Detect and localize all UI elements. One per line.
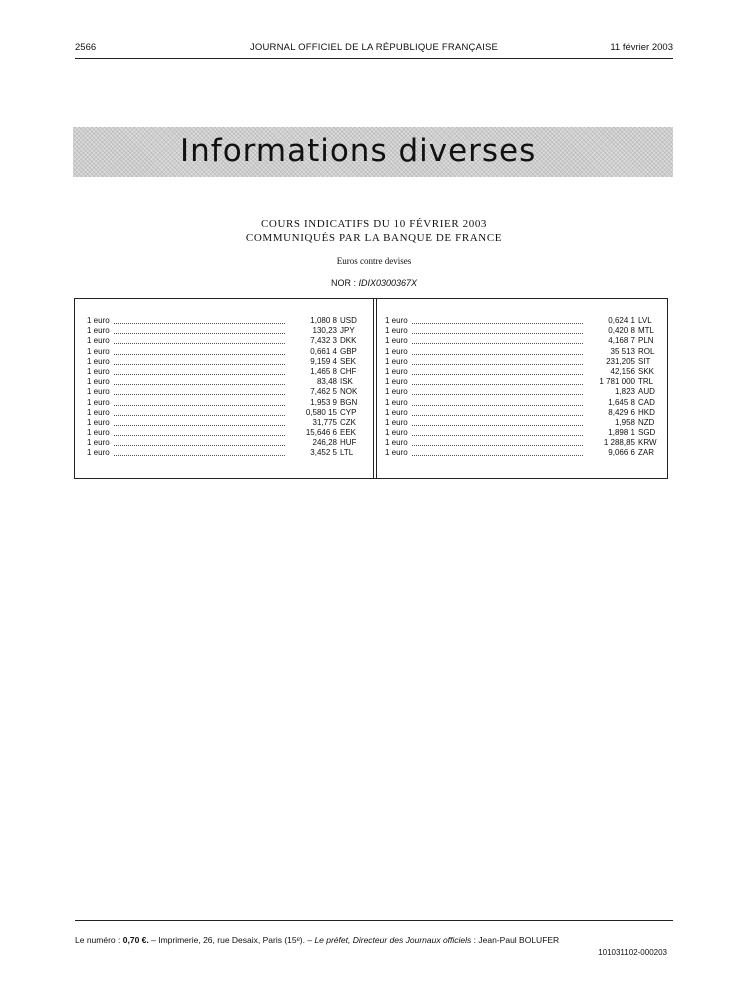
currency-code: MTL bbox=[638, 326, 654, 336]
rate-row bbox=[385, 398, 655, 408]
rate-row bbox=[87, 347, 357, 357]
footer-rule bbox=[75, 920, 673, 921]
rate-value: 1,898 1 bbox=[608, 428, 635, 438]
rate-label: 1 euro bbox=[385, 407, 408, 417]
dot-leader bbox=[412, 374, 583, 375]
currency-code: SKK bbox=[638, 366, 655, 376]
nor-label: NOR : bbox=[330, 278, 356, 288]
currency-code: NZD bbox=[638, 417, 655, 427]
currency-code: PLN bbox=[638, 336, 654, 346]
rate-value: 0,420 8 bbox=[608, 326, 635, 336]
rate-row bbox=[385, 336, 655, 346]
currency-code: JPY bbox=[340, 326, 355, 336]
currency-code: BGN bbox=[340, 397, 358, 407]
footer-price: 0,70 €. bbox=[122, 935, 149, 945]
rate-label: 1 euro bbox=[385, 428, 408, 438]
rate-row bbox=[385, 377, 655, 387]
dot-leader bbox=[114, 364, 285, 365]
dot-leader bbox=[114, 343, 285, 344]
rate-value: 83,48 bbox=[316, 377, 337, 387]
rate-row bbox=[385, 448, 655, 458]
rate-row bbox=[385, 438, 655, 448]
rate-label: 1 euro bbox=[87, 407, 110, 417]
rate-row bbox=[385, 326, 655, 336]
rate-label: 1 euro bbox=[385, 438, 408, 448]
rate-row bbox=[87, 418, 357, 428]
dot-leader bbox=[114, 445, 285, 446]
dot-leader bbox=[412, 425, 583, 426]
rate-row bbox=[87, 326, 357, 336]
currency-code: HUF bbox=[340, 438, 357, 448]
rate-label: 1 euro bbox=[87, 366, 110, 376]
rate-label: 1 euro bbox=[87, 356, 110, 366]
column-divider bbox=[373, 299, 377, 478]
dot-leader bbox=[412, 354, 583, 355]
rate-value: 42,156 bbox=[610, 366, 635, 376]
rate-value: 7,432 3 bbox=[310, 336, 337, 346]
currency-code: ZAR bbox=[638, 448, 654, 458]
notice-title-line2: COMMUNIQUÉS PAR LA BANQUE DE FRANCE bbox=[245, 232, 503, 244]
header-rule bbox=[75, 58, 673, 59]
footer-prefix: Le numéro : bbox=[75, 935, 121, 945]
rate-label: 1 euro bbox=[385, 326, 408, 336]
dot-leader bbox=[114, 333, 285, 334]
rate-value: 1 288,85 bbox=[603, 438, 635, 448]
exchange-rates-table bbox=[74, 298, 668, 479]
currency-code: CYP bbox=[340, 407, 357, 417]
rate-label: 1 euro bbox=[87, 397, 110, 407]
rate-value: 0,624 1 bbox=[608, 316, 635, 325]
dot-leader bbox=[114, 415, 285, 416]
rate-value: 9,159 4 bbox=[310, 356, 337, 366]
dot-leader bbox=[114, 425, 285, 426]
footer-director-label: Le préfet, Directeur des Journaux officiels bbox=[314, 935, 472, 945]
rates-column-left bbox=[87, 316, 357, 459]
rate-label: 1 euro bbox=[87, 316, 110, 325]
rate-label: 1 euro bbox=[385, 387, 408, 397]
dot-leader bbox=[412, 384, 583, 385]
rate-row bbox=[385, 428, 655, 438]
rate-row bbox=[87, 387, 357, 397]
rate-label: 1 euro bbox=[87, 428, 110, 438]
rate-row bbox=[87, 316, 357, 326]
rate-row bbox=[87, 377, 357, 387]
currency-code: ROL bbox=[638, 346, 655, 356]
rate-label: 1 euro bbox=[87, 448, 110, 458]
dot-leader bbox=[114, 354, 285, 355]
rate-label: 1 euro bbox=[87, 346, 110, 356]
footer-director-sep: : bbox=[473, 935, 479, 945]
rate-label: 1 euro bbox=[87, 336, 110, 346]
currency-code: USD bbox=[340, 316, 357, 325]
rate-label: 1 euro bbox=[385, 366, 408, 376]
currency-code: LVL bbox=[638, 316, 652, 325]
currency-code: HKD bbox=[638, 407, 655, 417]
rate-row bbox=[385, 418, 655, 428]
rate-row bbox=[385, 367, 655, 377]
dot-leader bbox=[114, 455, 285, 456]
rate-value: 8,429 6 bbox=[608, 407, 635, 417]
currency-code: SIT bbox=[638, 356, 651, 366]
rate-label: 1 euro bbox=[385, 316, 408, 325]
dot-leader bbox=[114, 435, 285, 436]
dot-leader bbox=[114, 323, 285, 324]
dot-leader bbox=[412, 343, 583, 344]
rate-value: 1,465 8 bbox=[310, 366, 337, 376]
rate-value: 1,958 bbox=[614, 417, 635, 427]
rate-value: 0,580 15 bbox=[305, 407, 337, 417]
dot-leader bbox=[114, 374, 285, 375]
rate-label: 1 euro bbox=[385, 377, 408, 387]
rate-label: 1 euro bbox=[87, 387, 110, 397]
dot-leader bbox=[412, 394, 583, 395]
page-header bbox=[75, 42, 673, 56]
dot-leader bbox=[412, 405, 583, 406]
issue-date: 11 février 2003 bbox=[610, 42, 673, 53]
page-number: 2566 bbox=[75, 42, 97, 53]
rate-row bbox=[87, 438, 357, 448]
rate-row bbox=[87, 367, 357, 377]
rate-value: 246,28 bbox=[312, 438, 337, 448]
dot-leader bbox=[412, 455, 583, 456]
rate-row bbox=[87, 448, 357, 458]
currency-code: DKK bbox=[340, 336, 357, 346]
notice-title-line1: COURS INDICATIFS DU 10 FÉVRIER 2003 bbox=[260, 218, 488, 230]
rate-value: 3,452 5 bbox=[310, 448, 337, 458]
currency-code: EEK bbox=[340, 428, 357, 438]
rate-label: 1 euro bbox=[385, 356, 408, 366]
notice-subtitle: Euros contre devises bbox=[336, 256, 412, 266]
rate-value: 1 781 000 bbox=[599, 377, 635, 387]
rate-row bbox=[87, 398, 357, 408]
currency-code: AUD bbox=[638, 387, 655, 397]
rate-value: 7,462 5 bbox=[310, 387, 337, 397]
dot-leader bbox=[412, 323, 583, 324]
nor-code: IDIX0300367X bbox=[358, 278, 418, 288]
footer-director-name: Jean-Paul BOLUFER bbox=[478, 935, 560, 945]
rate-label: 1 euro bbox=[385, 397, 408, 407]
currency-code: LTL bbox=[340, 448, 354, 458]
rate-value: 9,066 6 bbox=[608, 448, 635, 458]
nor-reference bbox=[0, 278, 748, 288]
rate-value: 1,823 bbox=[614, 387, 635, 397]
rate-row bbox=[87, 428, 357, 438]
rate-row bbox=[87, 408, 357, 418]
rate-label: 1 euro bbox=[385, 448, 408, 458]
currency-code: ISK bbox=[340, 377, 353, 387]
rate-value: 1,080 8 bbox=[310, 316, 337, 325]
dot-leader bbox=[412, 445, 583, 446]
rate-row bbox=[87, 336, 357, 346]
rate-value: 15,646 6 bbox=[305, 428, 337, 438]
dot-leader bbox=[114, 405, 285, 406]
currency-code: CAD bbox=[638, 397, 655, 407]
currency-code: TRL bbox=[638, 377, 654, 387]
dot-leader bbox=[114, 384, 285, 385]
currency-code: SEK bbox=[340, 356, 357, 366]
rate-label: 1 euro bbox=[87, 326, 110, 336]
footer-printer: – Imprimerie, 26, rue Desaix, Paris (15ᵉ). – bbox=[151, 935, 315, 945]
rate-value: 4,168 7 bbox=[608, 336, 635, 346]
journal-title: JOURNAL OFFICIEL DE LA RÉPUBLIQUE FRANÇAISE bbox=[249, 42, 499, 53]
rate-label: 1 euro bbox=[87, 417, 110, 427]
currency-code: GBP bbox=[340, 346, 357, 356]
currency-code: CZK bbox=[340, 417, 356, 427]
dot-leader bbox=[412, 364, 583, 365]
rate-value: 0,661 4 bbox=[310, 346, 337, 356]
rate-row bbox=[385, 316, 655, 326]
footer-imprint bbox=[75, 935, 673, 945]
footer-code: 101031102-000203 bbox=[598, 948, 667, 957]
section-title: Informations diverses bbox=[180, 133, 537, 169]
rate-label: 1 euro bbox=[385, 346, 408, 356]
currency-code: KRW bbox=[638, 438, 657, 448]
currency-code: CHF bbox=[340, 366, 357, 376]
rate-value: 1,645 8 bbox=[608, 397, 635, 407]
rate-label: 1 euro bbox=[385, 336, 408, 346]
rate-value: 130,23 bbox=[312, 326, 337, 336]
rate-row bbox=[385, 347, 655, 357]
dot-leader bbox=[114, 394, 285, 395]
rate-label: 1 euro bbox=[87, 377, 110, 387]
dot-leader bbox=[412, 333, 583, 334]
dot-leader bbox=[412, 415, 583, 416]
rate-value: 35 513 bbox=[610, 346, 635, 356]
dot-leader bbox=[412, 435, 583, 436]
rate-value: 231,205 bbox=[606, 356, 635, 366]
rate-row bbox=[385, 408, 655, 418]
rate-row bbox=[385, 357, 655, 367]
rate-value: 1,953 9 bbox=[310, 397, 337, 407]
rates-column-right bbox=[385, 316, 655, 459]
rate-row bbox=[385, 387, 655, 397]
currency-code: NOK bbox=[340, 387, 358, 397]
rate-label: 1 euro bbox=[87, 438, 110, 448]
currency-code: SGD bbox=[638, 428, 656, 438]
rate-value: 31,775 bbox=[312, 417, 337, 427]
rate-label: 1 euro bbox=[385, 417, 408, 427]
rate-row bbox=[87, 357, 357, 367]
